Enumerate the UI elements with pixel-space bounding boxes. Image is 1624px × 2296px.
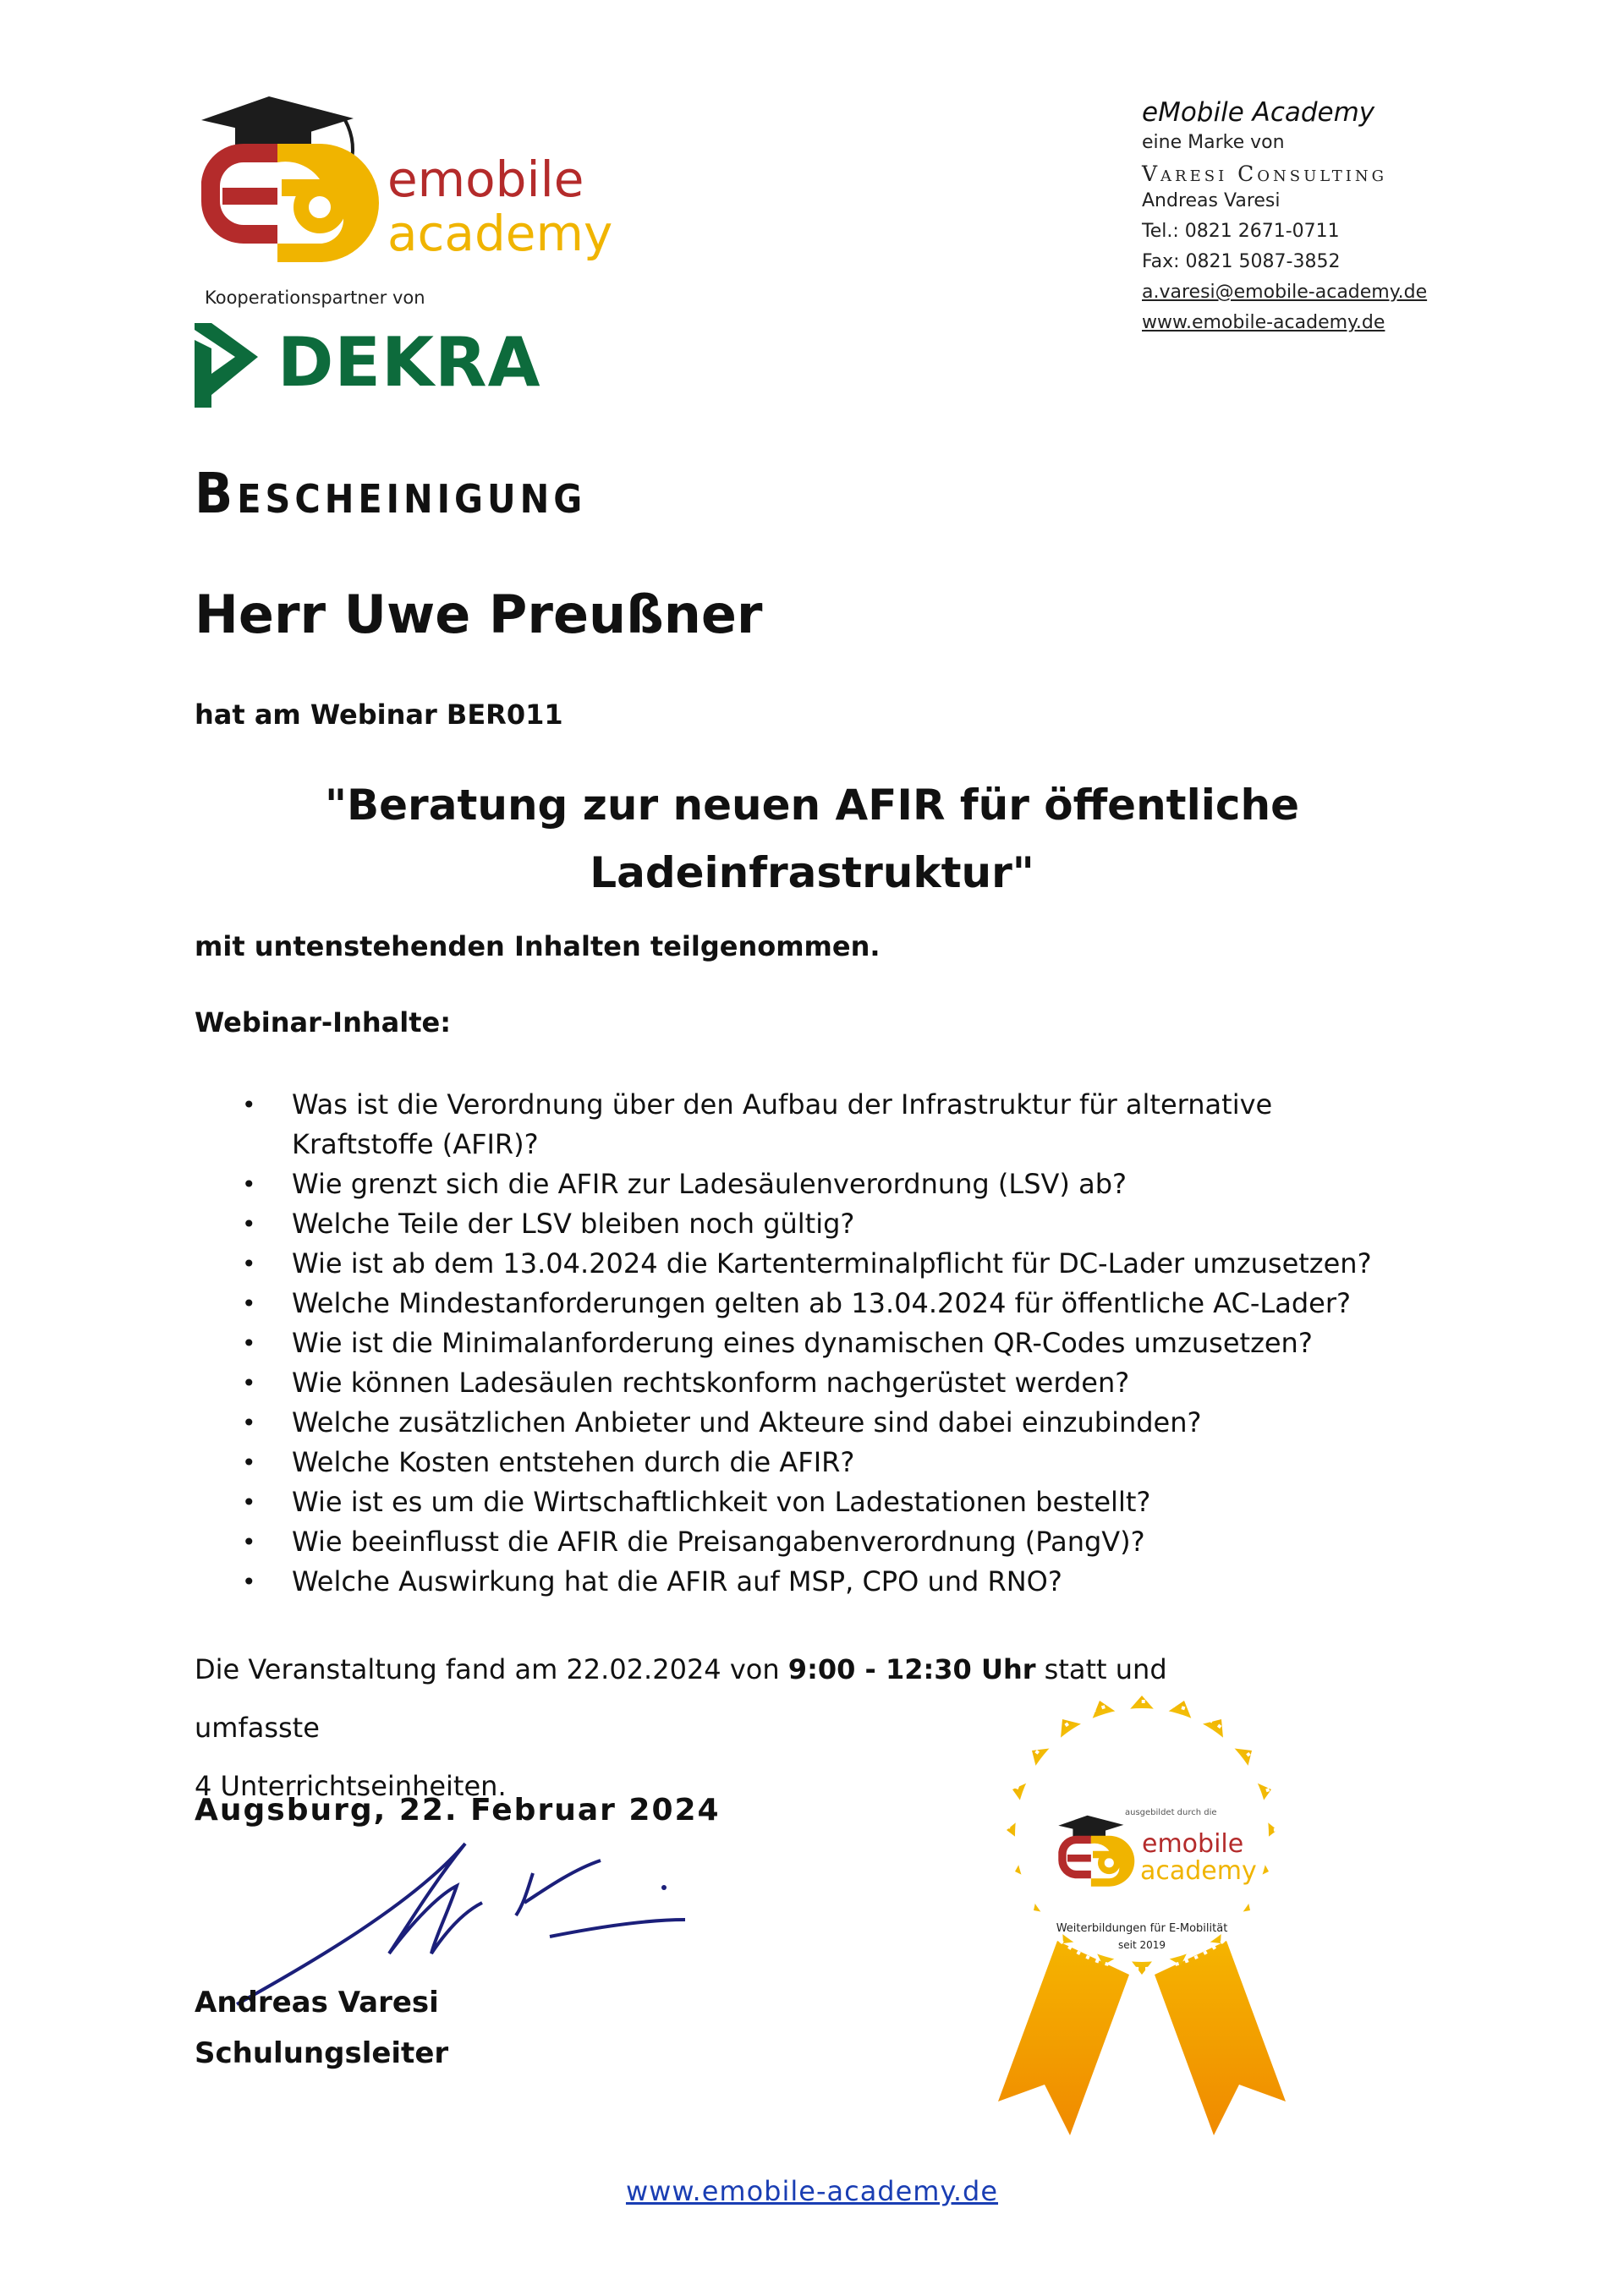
recipient-name: Herr Uwe Preußner — [195, 584, 763, 645]
contact-person: Andreas Varesi — [1142, 190, 1281, 211]
list-item: • Wie ist es um die Wirtschaftlichkeit von Ladestationen bestellt? — [195, 1482, 1413, 1522]
list-item: • Welche Mindestanforderungen gelten ab 13.04.2024 für öffentliche AC-Lader? — [195, 1284, 1413, 1323]
contact-web-link[interactable]: www.emobile-academy.de — [1142, 312, 1385, 333]
signer-block — [195, 1977, 448, 2079]
list-item: • Welche zusätzlichen Anbieter und Akteure sind dabei einzubinden? — [195, 1403, 1413, 1443]
participation-text: mit untenstehenden Inhalten teilgenommen. — [195, 930, 881, 962]
list-item: • Wie können Ladesäulen rechtskonform nachgerüstet werden? — [195, 1363, 1413, 1403]
list-item: • Was ist die Verordnung über den Aufbau der Infrastruktur für alternative Kraftstoffe (AFIR)? — [195, 1085, 1413, 1164]
webinar-title — [195, 771, 1429, 907]
emobile-academy-logo — [184, 93, 624, 271]
logo-word-emobile: emobile — [387, 151, 584, 208]
list-item: • Welche Auswirkung hat die AFIR auf MSP, CPO und RNO? — [195, 1562, 1413, 1602]
place-date: Augsburg, 22. Februar 2024 — [195, 1793, 721, 1827]
logo-word-academy: academy — [387, 205, 613, 262]
list-item: • Welche Kosten entstehen durch die AFIR? — [195, 1443, 1413, 1482]
seal-logo-icon — [1042, 1814, 1144, 1890]
list-item: • Welche Teile der LSV bleiben noch gültig? — [195, 1204, 1413, 1244]
quality-seal — [964, 1687, 1320, 2161]
seal-caption1: Weiterbildungen für E-Mobilität — [1056, 1922, 1228, 1935]
contents-list — [195, 1085, 1413, 1602]
signer-role: Schulungsleiter — [195, 2036, 449, 2070]
list-item: • Wie ist die Minimalanforderung eines dynamischen QR-Codes umzusetzen? — [195, 1323, 1413, 1363]
dekra-arrow-icon — [195, 323, 262, 408]
seal-word-emobile: emobile — [1142, 1829, 1244, 1859]
summary-pre: Die Veranstaltung fand am 22.02.2024 von — [195, 1653, 788, 1685]
contact-email-link[interactable]: a.varesi@emobile-academy.de — [1142, 282, 1428, 303]
logo-emblem-icon — [184, 93, 379, 271]
seal-word-academy: academy — [1140, 1856, 1257, 1886]
list-item: • Wie grenzt sich die AFIR zur Ladesäulenverordnung (LSV) ab? — [195, 1164, 1413, 1204]
summary-line2: 4 Unterrichtseinheiten. — [195, 1770, 507, 1802]
dekra-wordmark: DEKRA — [277, 323, 541, 402]
contact-tel: Tel.: 0821 2671-0711 — [1142, 221, 1340, 242]
footer-web-link[interactable]: www.emobile-academy.de — [625, 2175, 999, 2207]
contact-block — [1142, 97, 1582, 338]
certificate-title: Bescheinigung — [195, 461, 587, 526]
signer-name: Andreas Varesi — [195, 1986, 439, 2019]
dekra-logo — [195, 323, 541, 408]
cooperation-label: Kooperationspartner von — [205, 288, 425, 308]
summary-time: 9:00 - 12:30 Uhr — [787, 1653, 1036, 1685]
webinar-intro: hat am Webinar BER011 — [195, 699, 563, 731]
list-item: • Wie beeinflusst die AFIR die Preisangabenverordnung (PangV)? — [195, 1522, 1413, 1562]
webinar-title-line1: "Beratung zur neuen AFIR für öffentliche — [324, 781, 1299, 830]
contact-company: Varesi Consulting — [1142, 162, 1388, 186]
contact-brand: eMobile Academy — [1142, 97, 1375, 128]
contact-subline: eine Marke von — [1142, 132, 1285, 153]
contact-fax: Fax: 0821 5087-3852 — [1142, 251, 1341, 272]
webinar-title-line2: Ladeinfrastruktur" — [590, 848, 1034, 897]
seal-caption2: seit 2019 — [1117, 1939, 1166, 1951]
contents-heading: Webinar-Inhalte: — [195, 1006, 451, 1038]
summary-post: statt und umfasste — [195, 1653, 1167, 1744]
list-item: • Wie ist ab dem 13.04.2024 die Kartenterminalpflicht für DC-Lader umzusetzen? — [195, 1244, 1413, 1284]
seal-top-text: ausgebildet durch die — [1125, 1808, 1217, 1817]
